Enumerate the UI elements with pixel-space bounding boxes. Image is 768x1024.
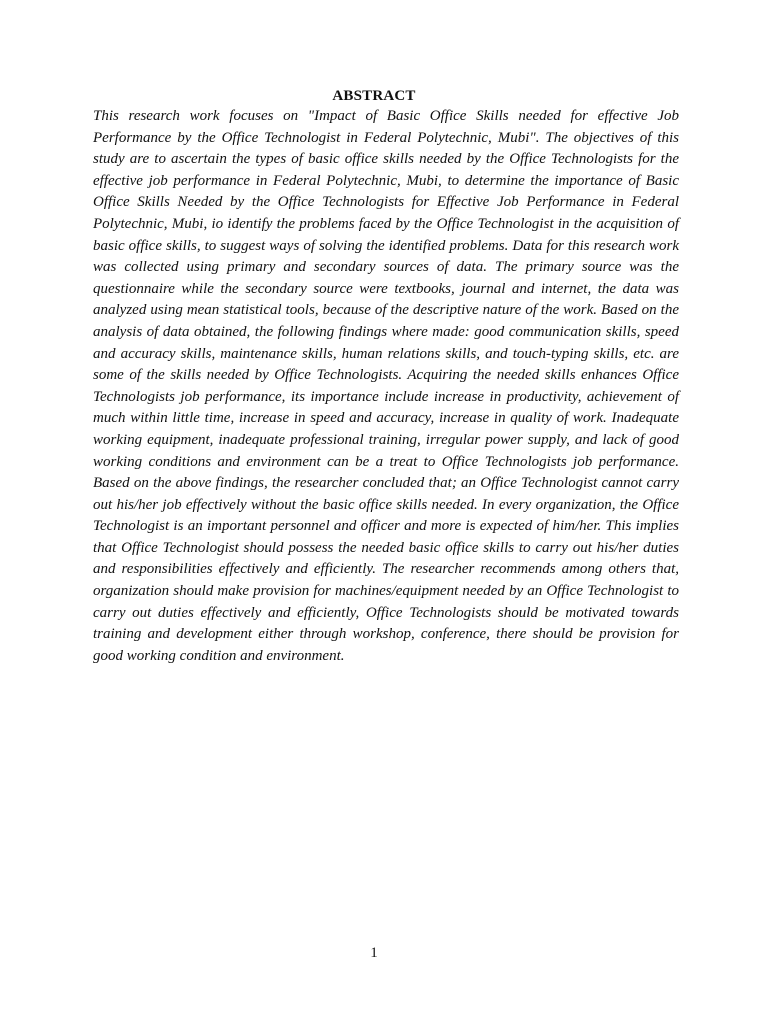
abstract-paragraph: This research work focuses on "Impact of Basic Office Skills needed for effective Job Performance by the Office Technologist in Federal Polytechnic, Mubi". The objectives of this study are to ascertain the types of basic office skills needed by the Office Technologists for the effective job performance in Federal Polytechnic, Mubi, to determine the importance of Basic Office Skills Needed by the Office Technologists for Effective Job Performance in Federal Polytechnic, Mubi, io identify the problems faced by the Office Technologist in the acquisition of basic office skills, to suggest ways of solving the identified problems. Data for this research work was collected using primary and secondary sources of data. The primary source was the questionnaire while the secondary source were textbooks, journal and internet, the data was analyzed using mean statistical tools, because of the descriptive nature of the work. Based on the analysis of data obtained, the following findings where made: good communication skills, speed and accuracy skills, maintenance skills, human relations skills, and touch-typing skills, etc. are some of the skills needed by Office Technologists. Acquiring the needed skills enhances Office Technologists job performance, its importance include increase in productivity, achievement of much within little time, increase in speed and accuracy, increase in quality of work. Inadequate working equipment, inadequate professional training, irregular power supply, and lack of good working conditions and environment can be a treat to Office Technologists job performance. Based on the above findings, the researcher concluded that; an Office Technologist cannot carry out his/her job effectively without the basic office skills needed. In every organization, the Office Technologist is an important personnel and officer and more is expected of him/her. This implies that Office Technologist should possess the needed basic office skills to carry out his/her duties and responsibilities effectively and efficiently. The researcher recommends among others that, organization should make provision for machines/equipment needed by an Office Technologist to carry out duties effectively and efficiently, Office Technologists should be motivated towards training and development either through workshop, conference, there should be provision for good working condition and environment. xyxy=(93,108,679,664)
page-number: 1 xyxy=(370,945,378,961)
abstract-heading: ABSTRACT xyxy=(332,88,416,104)
